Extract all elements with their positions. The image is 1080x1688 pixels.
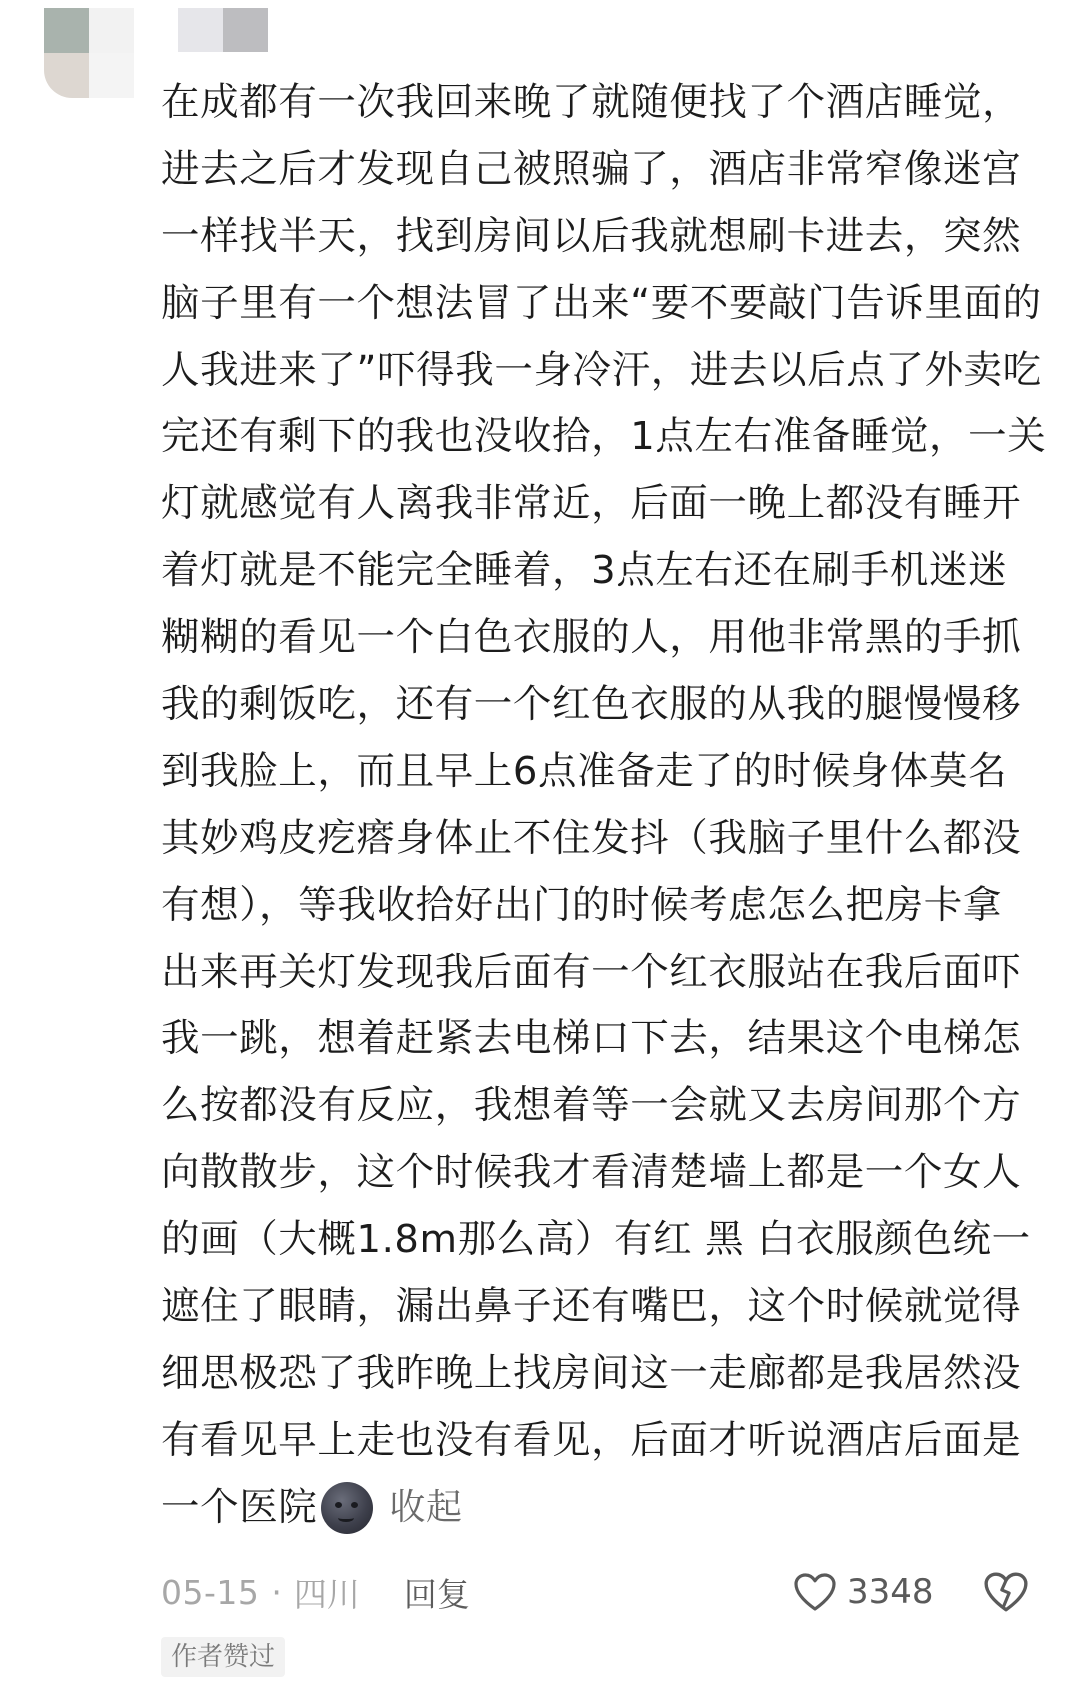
comment-line: 有看见早上走也没有看见，后面才听说酒店后面是	[161, 1417, 1022, 1463]
comment-line: 么按都没有反应，我想着等一会就又去房间那个方	[161, 1083, 1022, 1129]
collapse-button[interactable]: 收起	[389, 1486, 463, 1528]
author-liked-badge: 作者赞过	[161, 1637, 285, 1677]
like-count: 3348	[847, 1572, 934, 1612]
comment-line: 我的剩饭吃，还有一个红色衣服的从我的腿慢慢移	[161, 682, 1022, 728]
avatar-tile	[44, 8, 89, 53]
comment-line: 进去之后才发现自己被照骗了，酒店非常窄像迷宫	[161, 146, 1022, 192]
comment-line: 细思极恐了我昨晚上找房间这一走廊都是我居然没	[161, 1350, 1022, 1396]
comment-location: 四川	[293, 1574, 360, 1614]
broken-heart-icon[interactable]	[983, 1569, 1029, 1615]
comment-line: 人我进来了”吓得我一身冷汗，进去以后点了外卖吃	[161, 347, 1042, 393]
avatar[interactable]	[44, 8, 134, 98]
comment-line: 到我脸上，而且早上6点准备走了的时候身体莫名	[161, 748, 1008, 794]
like-button[interactable]	[793, 1562, 934, 1622]
comment-line: 糊糊的看见一个白色衣服的人，用他非常黑的手抓	[161, 615, 1022, 661]
avatar-tile	[89, 8, 134, 53]
comment-line: 一样找半天，找到房间以后我就想刷卡进去，突然	[161, 213, 1022, 259]
dark-moon-face-emoji-icon	[321, 1482, 373, 1534]
comment-date: 05-15	[161, 1572, 260, 1612]
comment-line: 完还有剩下的我也没收拾，1点左右准备睡觉，一关	[161, 414, 1047, 460]
username-blurred[interactable]	[178, 8, 268, 52]
meta-separator: ·	[271, 1572, 282, 1612]
reply-button[interactable]: 回复	[403, 1574, 470, 1614]
username-tile	[178, 8, 223, 52]
comment-line: 向散散步，这个时候我才看清楚墙上都是一个女人	[161, 1150, 1022, 1196]
comment-line: 灯就感觉有人离我非常近，后面一晚上都没有睡开	[161, 481, 1022, 527]
comment-line: 其妙鸡皮疙瘩身体止不住发抖（我脑子里什么都没	[161, 815, 1022, 861]
comment-line: 我一跳，想着赶紧去电梯口下去，结果这个电梯怎	[161, 1016, 1022, 1062]
heart-icon	[793, 1572, 837, 1612]
comment-line: 一个医院	[161, 1484, 318, 1530]
comment-text	[161, 70, 1047, 1542]
avatar-tile	[44, 53, 89, 98]
comment-line: 的画（大概1.8m那么高）有红 黑 白衣服颜色统一	[161, 1217, 1031, 1263]
comment-line: 脑子里有一个想法冒了出来“要不要敲门告诉里面的	[161, 280, 1042, 326]
comment-line: 出来再关灯发现我后面有一个红衣服站在我后面吓	[161, 949, 1022, 995]
comment-line: 着灯就是不能完全睡着，3点左右还在刷手机迷迷	[161, 548, 1008, 594]
avatar-tile	[89, 53, 134, 98]
comment-line: 有想），等我收拾好出门的时候考虑怎么把房卡拿	[161, 882, 1002, 928]
comment-line: 在成都有一次我回来晚了就随便找了个酒店睡觉，	[161, 80, 1022, 125]
comment-line: 遮住了眼睛，漏出鼻子还有嘴巴，这个时候就觉得	[161, 1284, 1022, 1330]
comment-last-line	[161, 1475, 1041, 1542]
username-tile	[223, 8, 268, 52]
